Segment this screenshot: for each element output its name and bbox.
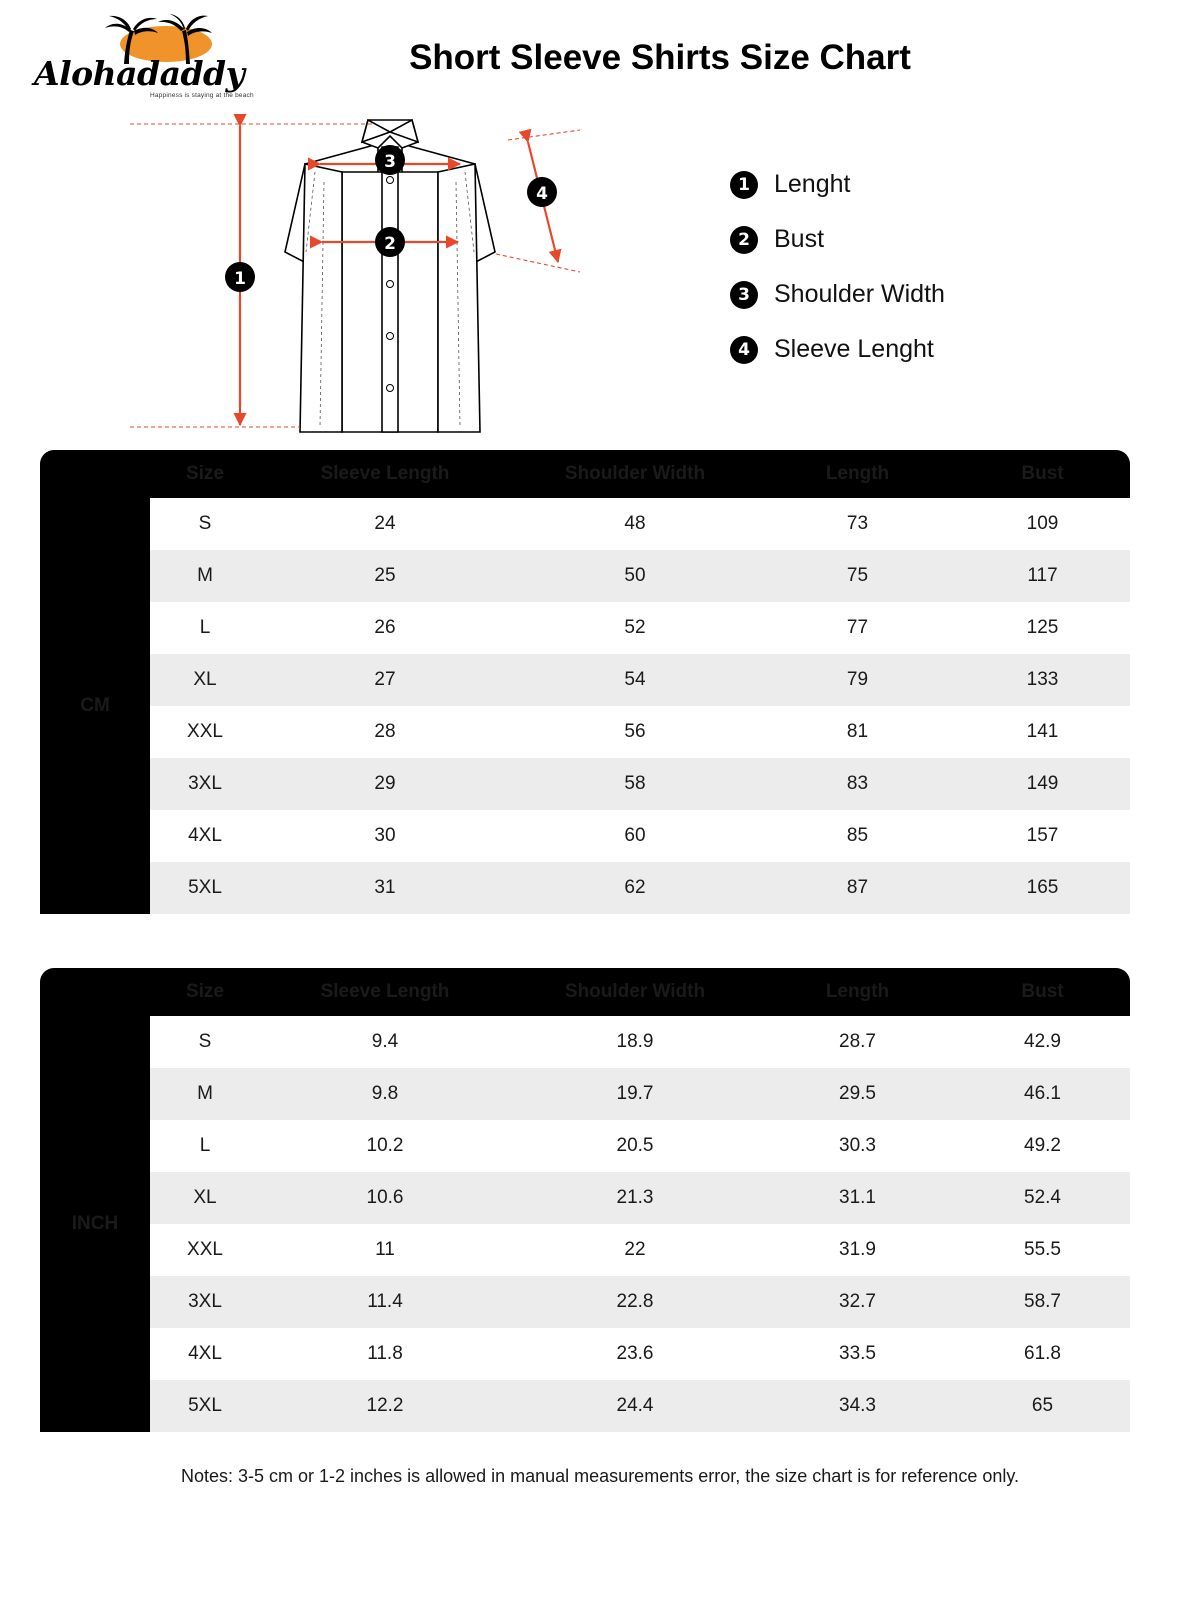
cell-length: 30.3	[760, 1120, 955, 1172]
cell-shoulder-width: 58	[510, 758, 760, 810]
cell-sleeve-length: 28	[260, 706, 510, 758]
table-row	[40, 1120, 1130, 1172]
unit-label-inch: INCH	[40, 1016, 150, 1432]
cell-bust: 141	[955, 706, 1130, 758]
cell-size: 3XL	[150, 758, 260, 810]
brand-tagline: Happiness is staying at the beach	[150, 92, 254, 99]
cell-length: 83	[760, 758, 955, 810]
cell-bust: 55.5	[955, 1224, 1130, 1276]
svg-text:4: 4	[536, 184, 548, 204]
cell-size: L	[150, 1120, 260, 1172]
col-header-sleeve-length: Sleeve Length	[260, 450, 510, 498]
diagram-marker-1	[225, 262, 255, 292]
cell-shoulder-width: 18.9	[510, 1016, 760, 1068]
cell-bust: 149	[955, 758, 1130, 810]
page-header	[0, 0, 1200, 110]
diagram-marker-3	[375, 145, 405, 175]
cell-size: S	[150, 498, 260, 550]
cell-bust: 49.2	[955, 1120, 1130, 1172]
diagram-marker-2	[375, 227, 405, 257]
cell-shoulder-width: 23.6	[510, 1328, 760, 1380]
cell-bust: 42.9	[955, 1016, 1130, 1068]
svg-text:2: 2	[384, 234, 396, 254]
cell-length: 34.3	[760, 1380, 955, 1432]
svg-text:1: 1	[234, 269, 246, 289]
table-row	[40, 1172, 1130, 1224]
table-row	[40, 654, 1130, 706]
cell-size: XXL	[150, 1224, 260, 1276]
table-row	[40, 602, 1130, 654]
cell-bust: 61.8	[955, 1328, 1130, 1380]
cell-bust: 109	[955, 498, 1130, 550]
cell-length: 31.9	[760, 1224, 955, 1276]
cell-length: 32.7	[760, 1276, 955, 1328]
table-row	[40, 810, 1130, 862]
cell-length: 28.7	[760, 1016, 955, 1068]
unit-header-inch	[40, 968, 150, 1016]
cell-length: 87	[760, 862, 955, 914]
cell-sleeve-length: 11.8	[260, 1328, 510, 1380]
cell-length: 33.5	[760, 1328, 955, 1380]
col-header-bust: Bust	[955, 450, 1130, 498]
table-header-row	[40, 450, 1130, 498]
page-title: Short Sleeve Shirts Size Chart	[409, 38, 911, 77]
cell-sleeve-length: 30	[260, 810, 510, 862]
cell-shoulder-width: 60	[510, 810, 760, 862]
cell-bust: 65	[955, 1380, 1130, 1432]
col-header-bust: Bust	[955, 968, 1130, 1016]
table-row	[40, 498, 1130, 550]
cell-bust: 125	[955, 602, 1130, 654]
table-head-cm	[40, 450, 1130, 498]
table-row	[40, 1068, 1130, 1120]
legend-badge-2: 2	[730, 226, 758, 254]
col-header-length: Length	[760, 450, 955, 498]
diagram-marker-4	[527, 177, 557, 207]
cell-size: 5XL	[150, 1380, 260, 1432]
inch-table-block	[40, 968, 1160, 1432]
legend	[730, 170, 945, 390]
unit-label-cm: CM	[40, 498, 150, 914]
table-head-inch	[40, 968, 1130, 1016]
cell-sleeve-length: 9.8	[260, 1068, 510, 1120]
cell-length: 29.5	[760, 1068, 955, 1120]
legend-label-1: Lenght	[774, 170, 851, 198]
cell-size: 4XL	[150, 810, 260, 862]
cell-sleeve-length: 24	[260, 498, 510, 550]
cell-sleeve-length: 10.2	[260, 1120, 510, 1172]
svg-text:3: 3	[384, 152, 396, 172]
col-header-shoulder-width: Shoulder Width	[510, 450, 760, 498]
col-header-length: Length	[760, 968, 955, 1016]
table-header-row	[40, 968, 1130, 1016]
cell-shoulder-width: 22	[510, 1224, 760, 1276]
cell-size: M	[150, 1068, 260, 1120]
cell-bust: 165	[955, 862, 1130, 914]
cell-size: XL	[150, 1172, 260, 1224]
col-header-shoulder-width: Shoulder Width	[510, 968, 760, 1016]
col-header-size: Size	[150, 450, 260, 498]
cell-length: 77	[760, 602, 955, 654]
table-body-inch	[40, 1016, 1130, 1432]
table-row	[40, 1380, 1130, 1432]
table-row	[40, 1328, 1130, 1380]
cell-size: 3XL	[150, 1276, 260, 1328]
cell-sleeve-length: 12.2	[260, 1380, 510, 1432]
cell-size: L	[150, 602, 260, 654]
cell-length: 31.1	[760, 1172, 955, 1224]
cm-table-block	[40, 450, 1160, 914]
cell-shoulder-width: 56	[510, 706, 760, 758]
cell-sleeve-length: 25	[260, 550, 510, 602]
cell-bust: 133	[955, 654, 1130, 706]
table-spacer	[0, 914, 1200, 968]
cell-size: M	[150, 550, 260, 602]
cell-shoulder-width: 62	[510, 862, 760, 914]
cell-sleeve-length: 31	[260, 862, 510, 914]
measurement-diagram	[0, 110, 1200, 450]
cell-shoulder-width: 48	[510, 498, 760, 550]
cell-shoulder-width: 19.7	[510, 1068, 760, 1120]
cell-sleeve-length: 29	[260, 758, 510, 810]
table-row	[40, 758, 1130, 810]
cell-sleeve-length: 9.4	[260, 1016, 510, 1068]
brand-name: Alohadaddy	[34, 54, 245, 93]
cell-bust: 117	[955, 550, 1130, 602]
cell-sleeve-length: 11.4	[260, 1276, 510, 1328]
legend-label-2: Bust	[774, 225, 825, 253]
size-table-cm	[40, 450, 1130, 914]
cell-length: 81	[760, 706, 955, 758]
cell-sleeve-length: 27	[260, 654, 510, 706]
cell-size: 5XL	[150, 862, 260, 914]
cell-shoulder-width: 50	[510, 550, 760, 602]
cell-length: 75	[760, 550, 955, 602]
cell-size: 4XL	[150, 1328, 260, 1380]
cell-shoulder-width: 22.8	[510, 1276, 760, 1328]
table-row	[40, 1016, 1130, 1068]
cell-sleeve-length: 10.6	[260, 1172, 510, 1224]
cell-length: 73	[760, 498, 955, 550]
legend-item-length	[730, 170, 945, 199]
table-row	[40, 1276, 1130, 1328]
legend-badge-1: 1	[730, 171, 758, 199]
cell-length: 85	[760, 810, 955, 862]
table-body-cm	[40, 498, 1130, 914]
legend-item-sleeve-length	[730, 335, 945, 364]
table-row	[40, 862, 1130, 914]
cell-size: XXL	[150, 706, 260, 758]
cell-sleeve-length: 26	[260, 602, 510, 654]
unit-header-cm	[40, 450, 150, 498]
cell-shoulder-width: 20.5	[510, 1120, 760, 1172]
legend-item-shoulder-width	[730, 280, 945, 309]
cell-bust: 46.1	[955, 1068, 1130, 1120]
table-row	[40, 706, 1130, 758]
cell-sleeve-length: 11	[260, 1224, 510, 1276]
col-header-sleeve-length: Sleeve Length	[260, 968, 510, 1016]
legend-item-bust	[730, 225, 945, 254]
cell-size: S	[150, 1016, 260, 1068]
shirt-illustration	[110, 102, 670, 452]
size-table-inch	[40, 968, 1130, 1432]
notes-text: Notes: 3-5 cm or 1-2 inches is allowed in manual measurements error, the size chart is for reference only.	[180, 1466, 1020, 1486]
cell-size: XL	[150, 654, 260, 706]
cell-shoulder-width: 21.3	[510, 1172, 760, 1224]
cell-shoulder-width: 54	[510, 654, 760, 706]
legend-badge-3: 3	[730, 281, 758, 309]
cell-length: 79	[760, 654, 955, 706]
cell-shoulder-width: 52	[510, 602, 760, 654]
cell-bust: 157	[955, 810, 1130, 862]
col-header-size: Size	[150, 968, 260, 1016]
cell-shoulder-width: 24.4	[510, 1380, 760, 1432]
table-row	[40, 1224, 1130, 1276]
legend-badge-4: 4	[730, 336, 758, 364]
table-row	[40, 550, 1130, 602]
legend-label-4: Sleeve Lenght	[774, 335, 934, 363]
legend-label-3: Shoulder Width	[774, 280, 945, 308]
cell-bust: 58.7	[955, 1276, 1130, 1328]
cell-bust: 52.4	[955, 1172, 1130, 1224]
